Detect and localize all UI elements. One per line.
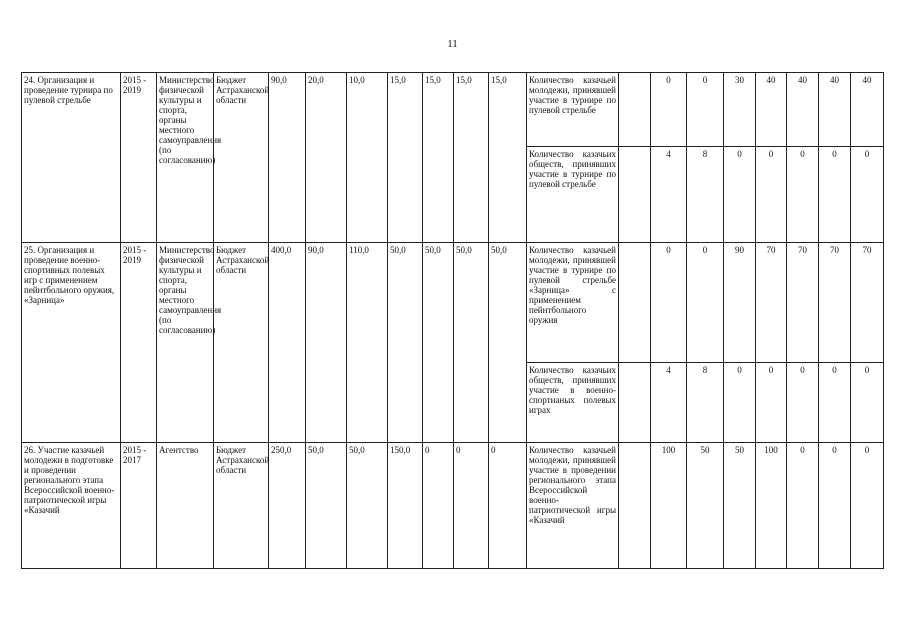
empty-cell — [619, 243, 651, 363]
indicator-value: 0 — [787, 147, 819, 243]
amount-cell: 90,0 — [306, 243, 347, 443]
table-row — [22, 243, 884, 363]
amount-cell: 90,0 — [269, 73, 306, 243]
funding-source: Бюджет Астраханской области — [214, 243, 269, 443]
indicator-value: 0 — [851, 443, 884, 569]
amount-cell: 15,0 — [489, 73, 527, 243]
amount-cell: 0 — [454, 443, 489, 569]
indicator-value: 70 — [851, 243, 884, 363]
indicator-name: Количество казачьих обществ, принявших участие в военно-спортианых полевых играх — [527, 363, 619, 443]
indicator-value: 0 — [687, 243, 724, 363]
amount-cell: 150,0 — [388, 443, 423, 569]
indicator-value: 4 — [651, 147, 687, 243]
indicator-value: 4 — [651, 363, 687, 443]
indicator-value: 40 — [851, 73, 884, 147]
indicator-value: 8 — [687, 363, 724, 443]
indicator-value: 100 — [756, 443, 787, 569]
activity-executor: Министерство физической культуры и спорта, органы местного самоуправления (по согласованию) — [157, 243, 214, 443]
amount-cell: 10,0 — [347, 73, 388, 243]
indicator-value: 0 — [687, 73, 724, 147]
indicator-value: 0 — [756, 147, 787, 243]
table-row — [22, 443, 884, 569]
activity-name: 25. Организация и проведение военно-спортивных полевых игр с применением пейнтбольного оружия, «Зарница» — [22, 243, 121, 443]
indicator-value: 70 — [787, 243, 819, 363]
indicator-value: 0 — [851, 147, 884, 243]
amount-cell: 50,0 — [489, 243, 527, 443]
indicator-value: 0 — [651, 243, 687, 363]
indicator-value: 40 — [787, 73, 819, 147]
amount-cell: 20,0 — [306, 73, 347, 243]
indicator-value: 50 — [724, 443, 756, 569]
amount-cell: 110,0 — [347, 243, 388, 443]
empty-cell — [619, 443, 651, 569]
amount-cell: 50,0 — [454, 243, 489, 443]
activity-period: 2015 - 2017 — [121, 443, 157, 569]
indicator-name: Количество казачьей молодежи, принявшей участие в турнире по пулевой стрельбе — [527, 73, 619, 147]
indicator-name: Количество казачьих обществ, принявших участие в турнире по пулевой стрельбе — [527, 147, 619, 243]
indicator-value: 8 — [687, 147, 724, 243]
indicator-value: 90 — [724, 243, 756, 363]
table-row — [22, 73, 884, 147]
amount-cell: 250,0 — [269, 443, 306, 569]
amount-cell: 15,0 — [388, 73, 423, 243]
amount-cell: 15,0 — [454, 73, 489, 243]
indicator-value: 40 — [756, 73, 787, 147]
empty-cell — [619, 363, 651, 443]
indicator-value: 100 — [651, 443, 687, 569]
funding-source: Бюджет Астраханской области — [214, 73, 269, 243]
indicator-value: 40 — [819, 73, 851, 147]
activity-name: 24. Организация и проведение турнира по пулевой стрельбе — [22, 73, 121, 243]
activity-period: 2015 - 2019 — [121, 73, 157, 243]
empty-cell — [619, 73, 651, 147]
empty-cell — [619, 147, 651, 243]
activity-period: 2015 - 2019 — [121, 243, 157, 443]
indicator-name: Количество казачьей молодежи, принявшей участие в проведении регионального этапа Всероссийской военно-патриотической игры «Казачий — [527, 443, 619, 569]
amount-cell: 50,0 — [347, 443, 388, 569]
indicator-value: 30 — [724, 73, 756, 147]
indicator-value: 0 — [851, 363, 884, 443]
program-activities-table — [21, 72, 884, 569]
indicator-value: 0 — [819, 147, 851, 243]
indicator-value: 0 — [651, 73, 687, 147]
activity-name: 26. Участие казачьей молодежи в подготовке и проведении регионального этапа Всероссийской военно-патриотической игры «Казачий — [22, 443, 121, 569]
indicator-value: 70 — [756, 243, 787, 363]
amount-cell: 400,0 — [269, 243, 306, 443]
funding-source: Бюджет Астраханской области — [214, 443, 269, 569]
indicator-value: 0 — [819, 443, 851, 569]
activity-executor: Агентство — [157, 443, 214, 569]
indicator-value: 0 — [819, 363, 851, 443]
amount-cell: 15,0 — [423, 73, 454, 243]
indicator-value: 50 — [687, 443, 724, 569]
indicator-value: 0 — [724, 147, 756, 243]
amount-cell: 0 — [423, 443, 454, 569]
indicator-value: 70 — [819, 243, 851, 363]
indicator-value: 0 — [787, 363, 819, 443]
amount-cell: 50,0 — [423, 243, 454, 443]
indicator-value: 0 — [787, 443, 819, 569]
indicator-value: 0 — [756, 363, 787, 443]
activity-executor: Министерство физической культуры и спорта, органы местного самоуправления (по согласованию) — [157, 73, 214, 243]
amount-cell: 50,0 — [306, 443, 347, 569]
page-number: 11 — [447, 38, 458, 50]
amount-cell: 0 — [489, 443, 527, 569]
amount-cell: 50,0 — [388, 243, 423, 443]
indicator-name: Количество казачьей молодежи, принявшей участие в турнире по пулевой стрельбе «Зарница» с применением пейнтбольного оружия — [527, 243, 619, 363]
indicator-value: 0 — [724, 363, 756, 443]
